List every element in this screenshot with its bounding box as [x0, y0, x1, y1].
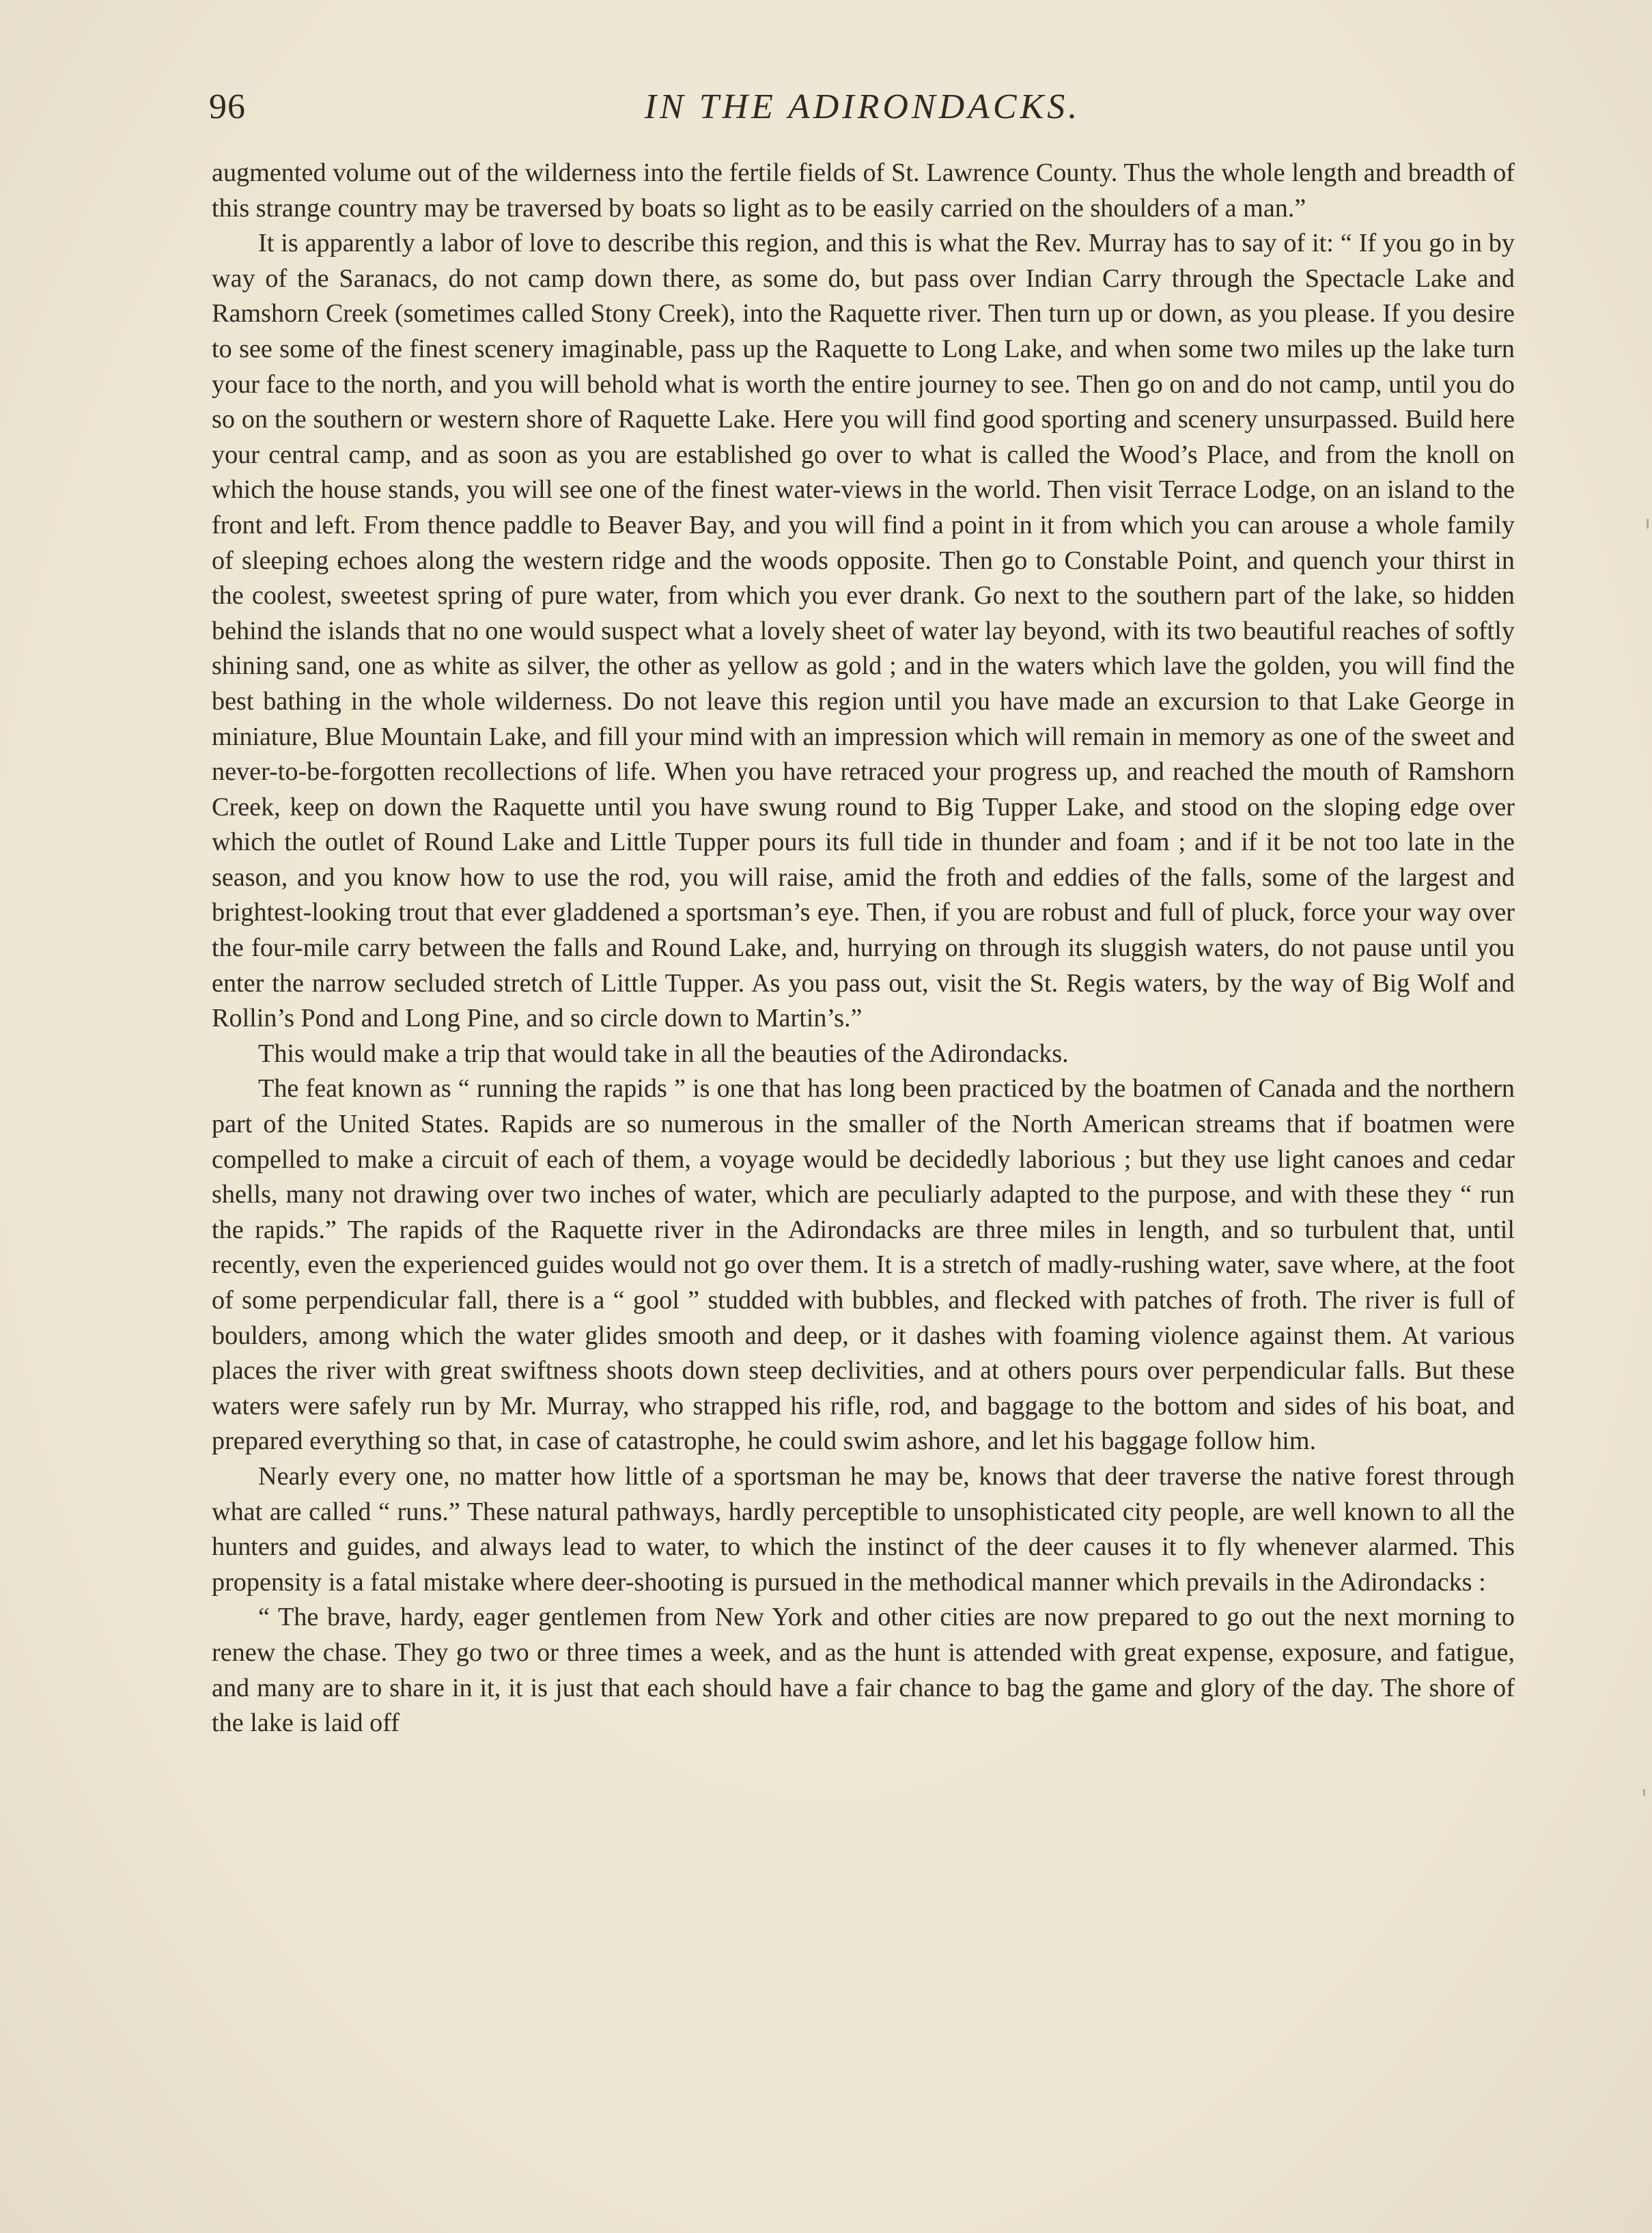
- paragraph-trip-summary: This would make a trip that would take in all the beauties of the Adirondacks.: [258, 1039, 1069, 1068]
- running-head: [209, 83, 1516, 131]
- body-text: [212, 156, 1515, 1741]
- paragraph-running-rapids: The feat known as “ running the rapids ” is one that has long been practiced by the boatmen of Canada and the northern part of the United States. Rapids are so numerous in the smaller of the North American streams that if boatmen were compelled to make a circuit of each of them, a voyage would be decidedly laborious ; but they use light canoes and cedar shells, many not drawing over two inches of water, which are peculiarly adapted to the purpose, and with these they “ run the rapids.” The rapids of the Raquette river in the Adirondacks are three miles in length, and so turbulent that, until recently, even the experienced guides would not go over them. It is a stretch of madly-rushing water, save where, at the foot of some perpendicular fall, there is a “ gool ” studded with bubbles, and flecked with patches of froth. The river is full of boulders, among which the water glides smooth and deep, or it dashes with foaming violence against them. At various places the river with great swiftness shoots down steep declivities, and at others pours over perpendicular falls. But these waters were safely run by Mr. Murray, who strapped his rifle, rod, and baggage to the bottom and sides of his boat, and prepared everything so that, in case of catastrophe, he could swim ashore, and let his baggage follow him.: [212, 1074, 1515, 1456]
- paragraph-deer-runs: Nearly every one, no matter how little of a sportsman he may be, knows that deer traverse the native forest through what are called “ runs.” These natural pathways, hardly perceptible to unsophisticated city people, are well known to all the hunters and guides, and always lead to water, to which the instinct of the deer causes it to fly whenever alarmed. This propensity is a fatal mistake where deer-shooting is pursued in the methodical manner which prevails in the Adirondacks :: [212, 1461, 1515, 1597]
- paragraph-hunt-quote: “ The brave, hardy, eager gentlemen from New York and other cities are now prepared to go out the next morning to renew the chase. They go two or three times a week, and as the hunt is attended with great expense, exposure, and fatigue, and many are to share in it, it is just that each should have a fair chance to bag the game and glory of the day. The shore of the lake is laid off: [212, 1603, 1515, 1738]
- paragraph-murray-route: It is apparently a labor of love to describe this region, and this is what the Rev. Murray has to say of it: “ If you go in by way of the Saranacs, do not camp down there, as some do, but pass over Indian Carry through the Spectacle Lake and Ramshorn Creek (sometimes called Stony Creek), into the Raquette river. Then turn up or down, as you please. If you desire to see some of the finest scenery imaginable, pass up the Raquette to Long Lake, and when some two miles up the lake turn your face to the north, and you will behold what is worth the entire journey to see. Then go on and do not camp, until you do so on the southern or western shore of Raquette Lake. Here you will find good sporting and scenery unsurpassed. Build here your central camp, and as soon as you are established go over to what is called the Wood’s Place, and from the knoll on which the house stands, you will see one of the finest water-views in the world. Then visit Terrace Lodge, on an island to the front and left. From thence paddle to Beaver Bay, and you will find a point in it from which you can arouse a whole family of sleeping echoes along the western ridge and the woods opposite. Then go to Constable Point, and quench your thirst in the coolest, sweetest spring of pure water, from which you ever drank. Go next to the southern part of the lake, so hidden behind the islands that no one would suspect what a lovely sheet of water lay beyond, with its two beautiful reaches of softly shining sand, one as white as silver, the other as yellow as gold ; and in the waters which lave the golden, you will find the best bathing in the whole wilderness. Do not leave this region until you have made an excursion to that Lake George in miniature, Blue Mountain Lake, and fill your mind with an impression which will remain in memory as one of the sweet and never-to-be-forgotten recollections of life. When you have retraced your progress up, and reached the mouth of Ramshorn Creek, keep on down the Raquette until you have swung round to Big Tupper Lake, and stood on the sloping edge over which the outlet of Round Lake and Little Tupper pours its full tide in thunder and foam ; and if it be not too late in the season, and you know how to use the rod, you will raise, amid the froth and eddies of the falls, some of the largest and brightest-looking trout that ever gladdened a sportsman’s eye. Then, if you are robust and full of pluck, force your way over the four-mile carry between the falls and Round Lake, and, hurrying on through its sluggish waters, do not pause until you enter the narrow secluded stretch of Little Tupper. As you pass out, visit the St. Regis waters, by the way of Big Wolf and Rollin’s Pond and Long Pine, and so circle down to Martin’s.”: [212, 229, 1515, 1033]
- margin-speck-mark: [1643, 1789, 1645, 1796]
- paragraph-continued: augmented volume out of the wilderness into the fertile fields of St. Lawrence County. Thus the whole length and breadth of this strange country may be traversed by boats so light as to be easily carried on the shoulders of a man.”: [212, 158, 1515, 223]
- page-number: 96: [209, 87, 246, 126]
- margin-speck-mark: [1647, 519, 1649, 529]
- running-title: IN THE ADIRONDACKS.: [644, 87, 1081, 126]
